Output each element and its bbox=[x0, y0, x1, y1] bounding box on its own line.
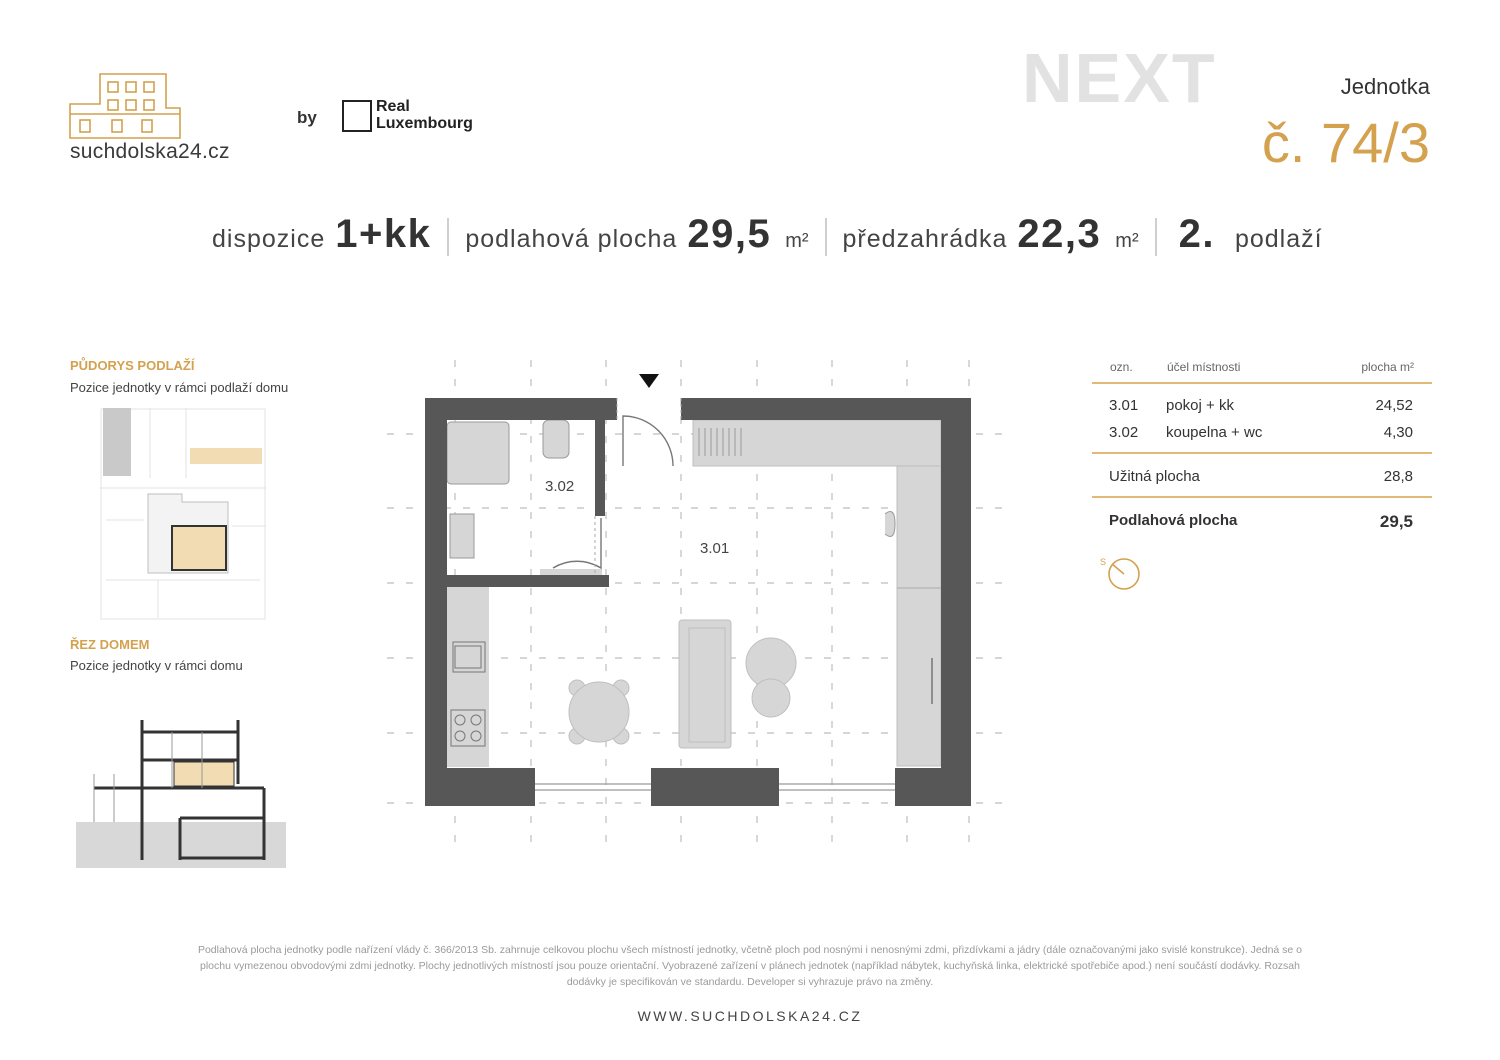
divider bbox=[1155, 218, 1157, 256]
floor-plan-title: PŮDORYS PODLAŽÍ bbox=[70, 358, 195, 373]
unit-label: Jednotka bbox=[1340, 74, 1430, 99]
room-area: 24,52 bbox=[1375, 397, 1413, 414]
disclaimer bbox=[80, 942, 1420, 990]
divider bbox=[447, 218, 449, 256]
entrance-arrow-icon bbox=[639, 374, 659, 388]
floor-label: podlaží bbox=[1234, 225, 1323, 253]
room-purpose: koupelna + wc bbox=[1166, 424, 1263, 441]
rooms-table-header bbox=[1092, 360, 1432, 382]
website-link[interactable]: WWW.SUCHDOLSKA24.CZ bbox=[637, 1008, 863, 1024]
garden-value: 22,3 bbox=[1017, 212, 1102, 256]
room-id: 3.02 bbox=[1109, 424, 1139, 441]
floor-area-row bbox=[1092, 498, 1432, 532]
header-area: plocha m² bbox=[1361, 360, 1414, 374]
by-label: by bbox=[297, 108, 317, 127]
floor-area-unit: m² bbox=[785, 230, 809, 252]
floor-area-value: 29,5 bbox=[687, 212, 772, 256]
table-divider bbox=[1092, 382, 1432, 384]
table-row bbox=[1092, 419, 1432, 446]
usable-area-value: 28,8 bbox=[1383, 468, 1413, 485]
garden-unit: m² bbox=[1115, 230, 1139, 252]
compass-label: S bbox=[1100, 557, 1107, 567]
floor-area-total-value: 29,5 bbox=[1379, 512, 1413, 531]
unit-number: č. 74/3 bbox=[1261, 111, 1430, 174]
header-purpose: účel místnosti bbox=[1167, 360, 1241, 374]
room-area: 4,30 bbox=[1383, 424, 1413, 441]
layout-value: 1+kk bbox=[335, 212, 432, 256]
specs-bar bbox=[212, 212, 1432, 262]
rooms-table bbox=[1092, 360, 1432, 532]
floor-value: 2. bbox=[1178, 212, 1215, 256]
garden-label: předzahrádka bbox=[842, 225, 1008, 253]
room-label-main: 3.01 bbox=[700, 540, 730, 557]
disclaimer-line3: dodávky je specifikován ve standardu. Developer si vyhrazuje právo na změny. bbox=[566, 976, 934, 988]
floor-area-label: podlahová plocha bbox=[465, 225, 678, 253]
partner-line2: Luxembourg bbox=[376, 115, 473, 132]
room-label-bathroom: 3.02 bbox=[545, 478, 575, 495]
usable-area-label: Užitná plocha bbox=[1109, 468, 1200, 485]
section-diagram bbox=[74, 714, 288, 872]
agency-logo: NEXT bbox=[1022, 39, 1217, 117]
disclaimer-line1: Podlahová plocha jednotky podle nařízení vlády č. 366/2013 Sb. zahrnuje celkovou plochu všech místností jednotky, včetně ploch pod nosnými i nenosnými zdmi, přizdívkami a jádry (dále označovanými jako svislé konstrukce). Jedná se o bbox=[197, 944, 1303, 956]
disclaimer-line2: plochu vymezenou obvodovými zdmi jednotky. Plochy jednotlivých místností jsou pouze orientační. Vyobrazené zařízení v plánech jednotek (například nábytek, kuchyňská linka, elektrické spotřebiče apod.) není součástí dodávky. Rozsah bbox=[200, 960, 1300, 972]
rooms-table-body bbox=[1092, 392, 1432, 446]
header-id: ozn. bbox=[1110, 360, 1133, 374]
building-logo-icon bbox=[68, 68, 186, 140]
table-row bbox=[1092, 392, 1432, 419]
section-subtitle: Pozice jednotky v rámci domu bbox=[70, 658, 243, 673]
usable-area-row bbox=[1092, 454, 1432, 496]
partner-logo-icon bbox=[342, 100, 372, 132]
compass-icon bbox=[1104, 556, 1144, 592]
unit-floor-plan bbox=[385, 358, 1015, 844]
partner-logo-text bbox=[376, 98, 473, 132]
divider bbox=[825, 218, 827, 256]
floor-plan-subtitle: Pozice jednotky v rámci podlaží domu bbox=[70, 380, 289, 395]
partner-line1: Real bbox=[376, 98, 410, 115]
floor-position-diagram bbox=[100, 408, 268, 622]
room-id: 3.01 bbox=[1109, 397, 1139, 414]
layout-label: dispozice bbox=[212, 225, 326, 253]
room-purpose: pokoj + kk bbox=[1166, 397, 1234, 414]
floor-area-total-label: Podlahová plocha bbox=[1109, 512, 1238, 529]
site-name: suchdolska24.cz bbox=[70, 140, 230, 163]
section-title: ŘEZ DOMEM bbox=[70, 637, 150, 652]
